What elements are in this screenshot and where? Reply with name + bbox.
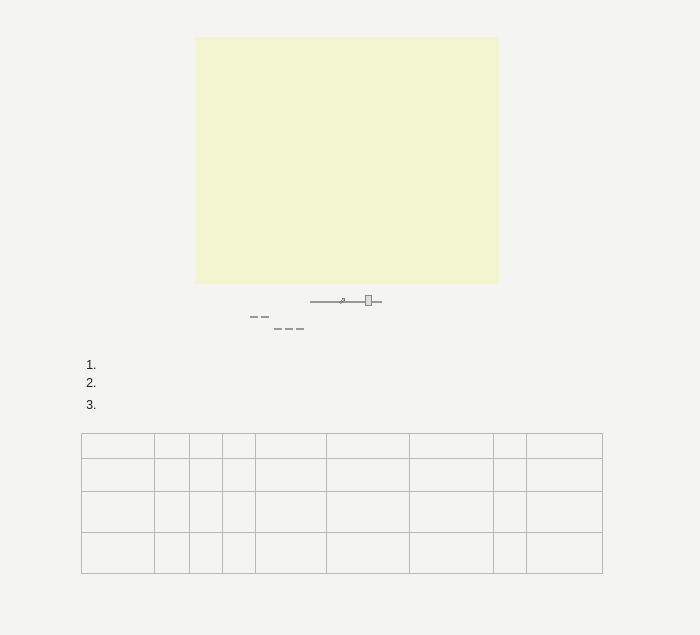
fork-660-button[interactable] [296, 328, 304, 330]
col-header-speed [527, 434, 603, 459]
cursor-icon: ⇗ [338, 296, 347, 307]
slider-thumb[interactable] [365, 295, 372, 306]
resonance-tube [0, 0, 700, 300]
freq-cell [82, 533, 155, 574]
col-header-lambda-av [494, 434, 527, 459]
col-header-l3 [223, 434, 256, 459]
freq-cell [82, 492, 155, 533]
level-down-button[interactable] [261, 316, 269, 318]
freq-cell [82, 459, 155, 492]
data-table [81, 433, 603, 574]
level-up-button[interactable] [250, 316, 258, 318]
instruction-step-2 [100, 375, 678, 397]
fork-512-button[interactable] [285, 328, 293, 330]
col-header-lambda2 [327, 434, 410, 459]
alt-level-row [247, 316, 269, 318]
table-row [82, 459, 603, 492]
instruction-step-3 [100, 397, 678, 419]
col-header-l1 [155, 434, 190, 459]
instructions [78, 357, 678, 419]
col-header-l2 [190, 434, 223, 459]
fork-440-button[interactable] [274, 328, 282, 330]
table-header-row [82, 434, 603, 459]
col-header-lambda1 [256, 434, 327, 459]
water-level-slider[interactable] [280, 294, 450, 310]
table-row [82, 533, 603, 574]
col-header-lambda3 [410, 434, 494, 459]
tuning-fork-row [271, 328, 304, 330]
table-row [82, 492, 603, 533]
instruction-step-1 [100, 357, 678, 375]
col-header-freq [82, 434, 155, 459]
